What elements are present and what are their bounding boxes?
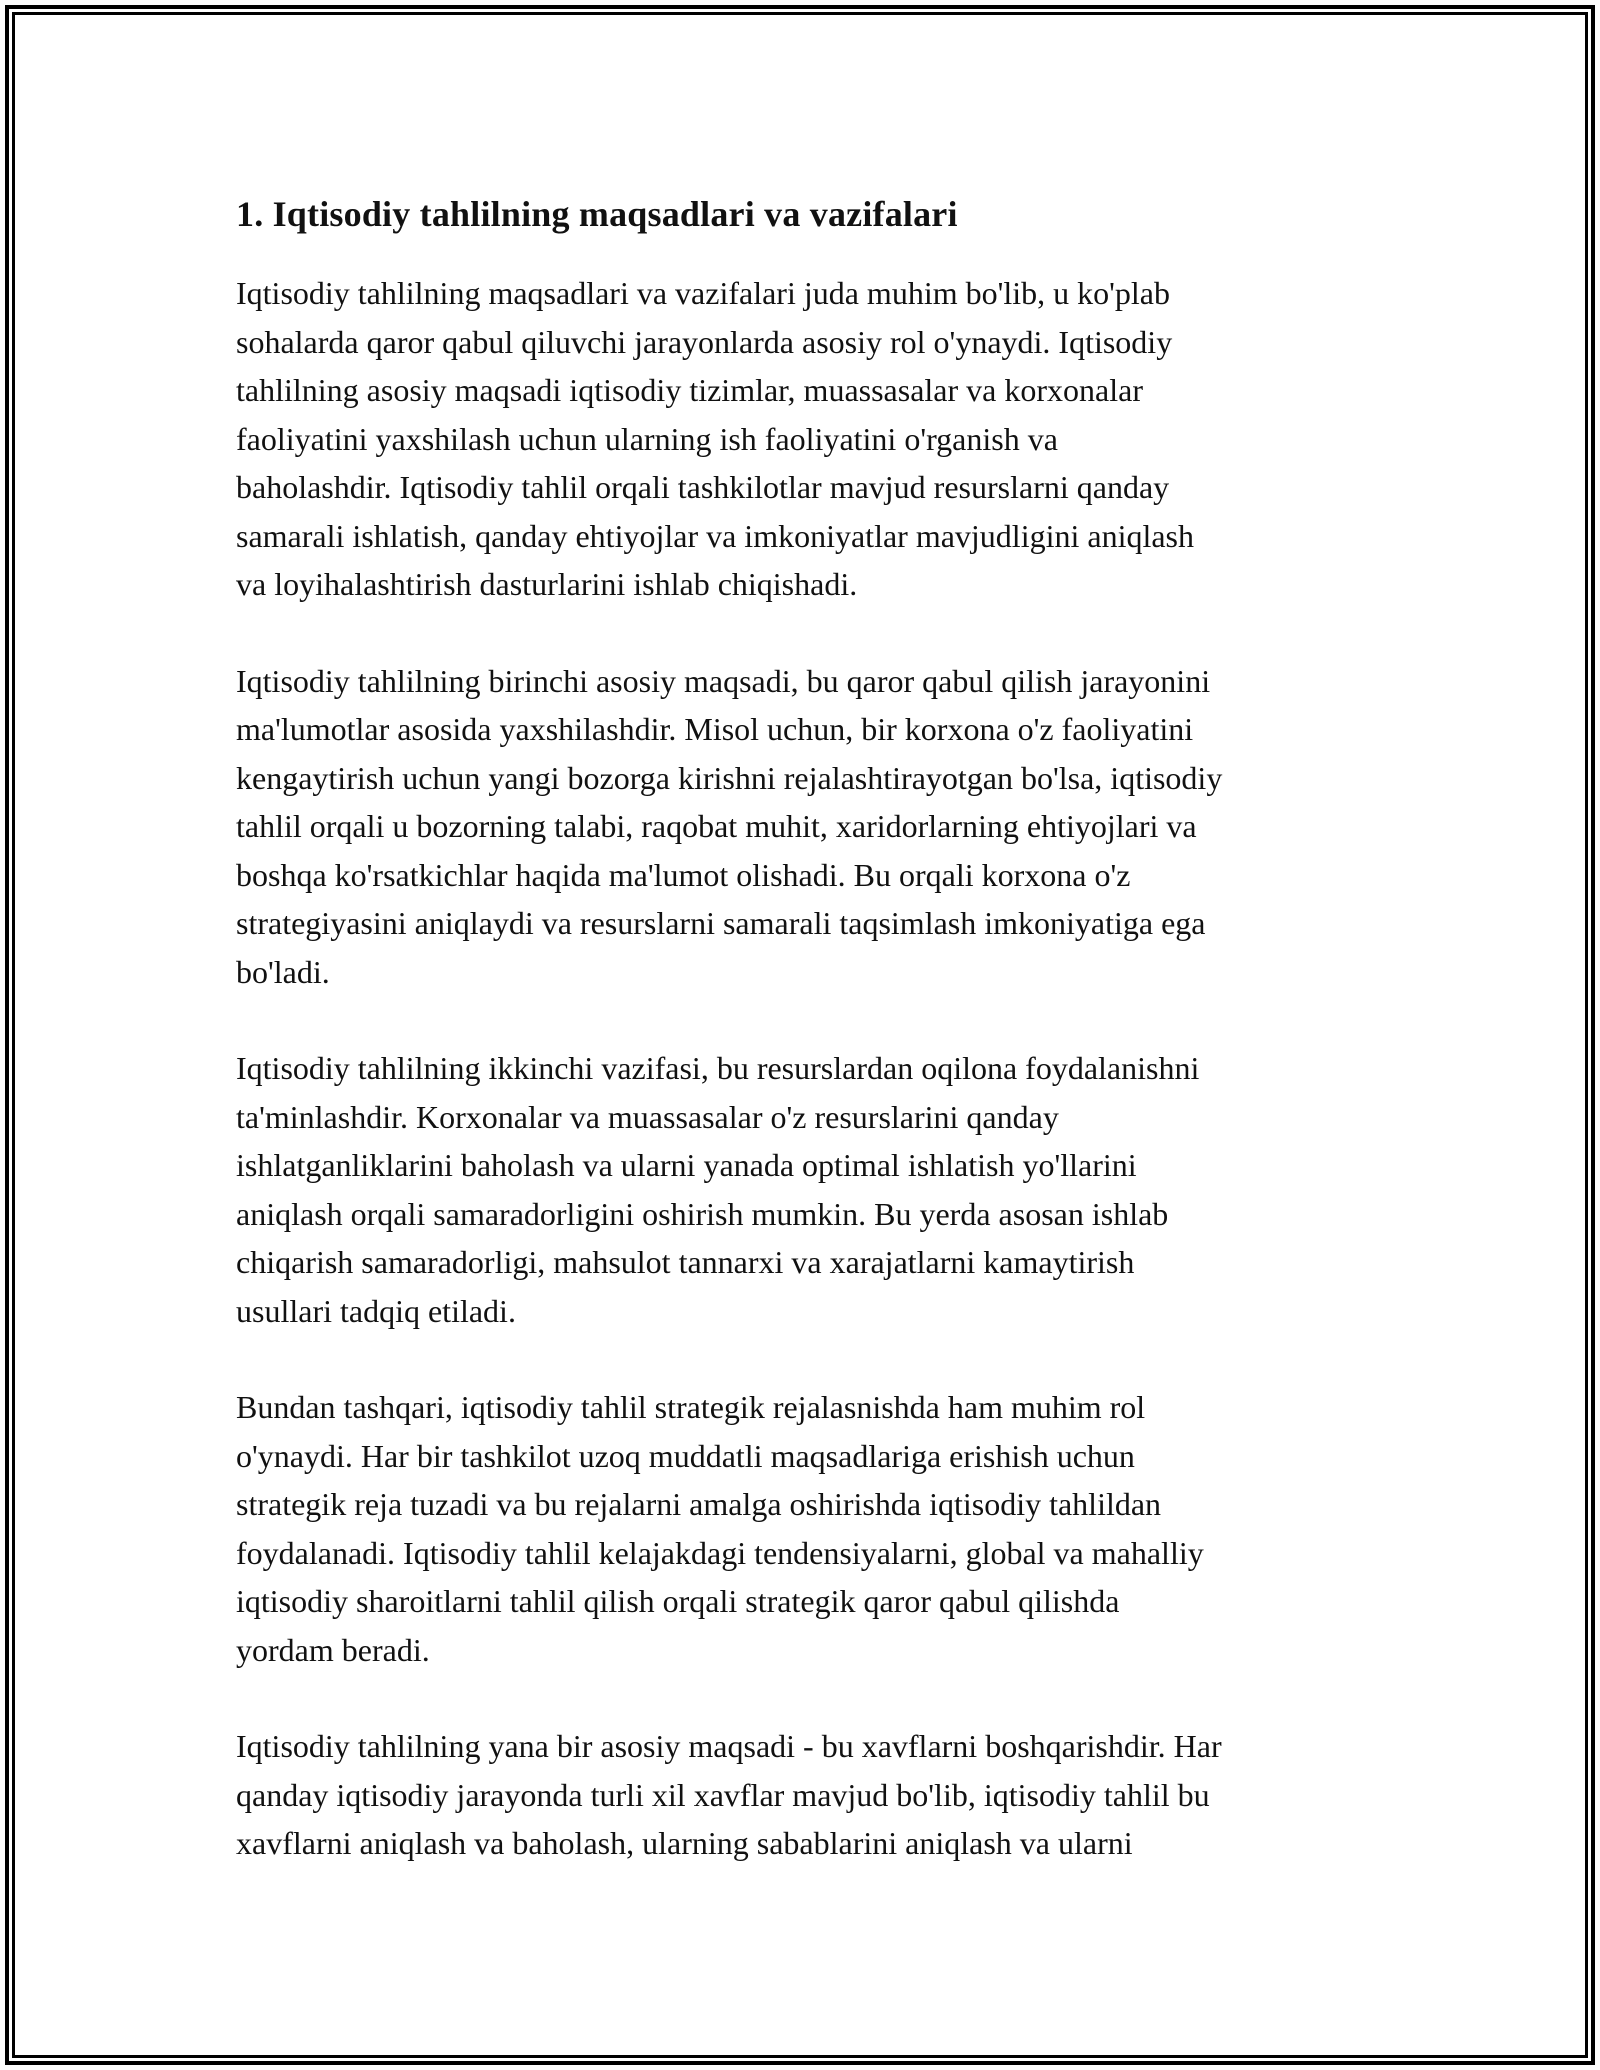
text-line: strategiyasini aniqlaydi va resurslarni samarali taqsimlash imkoniyatiga ega: [236, 905, 1206, 941]
text-line: sohalarda qaror qabul qiluvchi jarayonlarda asosiy rol o'ynaydi. Iqtisodiy: [236, 323, 1173, 360]
text-line: Iqtisodiy tahlilning maqsadlari va vazifalari juda muhim bo'lib, u ko'plab: [236, 275, 1170, 311]
text-line: va loyihalashtirish dasturlarini ishlab chiqishadi.: [236, 566, 858, 602]
text-line: qanday iqtisodiy jarayonda turli xil xavflar mavjud bo'lib, iqtisodiy tahlil bu: [236, 1776, 1210, 1813]
section-heading: 1. Iqtisodiy tahlilning maqsadlari va vazifalari: [236, 194, 958, 234]
text-line: usullari tadqiq etiladi.: [236, 1292, 516, 1329]
body-paragraph: [236, 269, 1376, 609]
text-line: chiqarish samaradorligi, mahsulot tannarxi va xarajatlarni kamaytirish: [236, 1244, 1135, 1280]
text-line: strategik reja tuzadi va bu rejalarni amalga oshirishda iqtisodiy tahlildan: [236, 1486, 1162, 1522]
text-line: tahlil orqali u bozorning talabi, raqobat muhit, xaridorlarning ehtiyojlari va: [236, 808, 1197, 844]
text-line: bo'ladi.: [236, 953, 330, 990]
text-line: foydalanadi. Iqtisodiy tahlil kelajakdagi tendensiyalarni, global va mahalliy: [236, 1534, 1204, 1571]
text-line: Iqtisodiy tahlilning yana bir asosiy maqsadi - bu xavflarni boshqarishdir. Har: [236, 1728, 1222, 1764]
text-line: Iqtisodiy tahlilning birinchi asosiy maqsadi, bu qaror qabul qilish jarayonini: [236, 662, 1211, 699]
text-line: tahlilning asosiy maqsadi iqtisodiy tizimlar, muassasalar va korxonalar: [236, 372, 1143, 408]
text-line: kengaytirish uchun yangi bozorga kirishni rejalashtirayotgan bo'lsa, iqtisodiy: [236, 759, 1223, 796]
text-line: yordam beradi.: [236, 1631, 430, 1668]
body-paragraph: [236, 1383, 1376, 1674]
text-line: ma'lumotlar asosida yaxshilashdir. Misol uchun, bir korxona o'z faoliyatini: [236, 711, 1194, 747]
text-line: ta'minlashdir. Korxonalar va muassasalar o'z resurslarini qanday: [236, 1098, 1059, 1135]
text-line: Bundan tashqari, iqtisodiy tahlil strategik rejalasnishda ham muhim rol: [236, 1389, 1146, 1425]
text-line: baholashdir. Iqtisodiy tahlil orqali tashkilotlar mavjud resurslarni qanday: [236, 469, 1170, 505]
text-line: aniqlash orqali samaradorligini oshirish mumkin. Bu yerda asosan ishlab: [236, 1195, 1169, 1232]
body-paragraph: [236, 1722, 1376, 1868]
paragraph-list: [236, 269, 1376, 1868]
text-line: samarali ishlatish, qanday ehtiyojlar va imkoniyatlar mavjudligini aniqlash: [236, 517, 1194, 554]
text-line: Iqtisodiy tahlilning ikkinchi vazifasi, bu resurslardan oqilona foydalanishni: [236, 1050, 1200, 1086]
body-paragraph: [236, 657, 1376, 997]
text-line: faoliyatini yaxshilash uchun ularning ish faoliyatini o'rganish va: [236, 420, 1058, 457]
text-line: boshqa ko'rsatkichlar haqida ma'lumot olishadi. Bu orqali korxona o'z: [236, 856, 1131, 893]
body-paragraph: [236, 1044, 1376, 1335]
document-body: [236, 185, 1376, 1916]
text-line: iqtisodiy sharoitlarni tahlil qilish orqali strategik qaror qabul qilishda: [236, 1583, 1120, 1619]
text-line: o'ynaydi. Har bir tashkilot uzoq muddatli maqsadlariga erishish uchun: [236, 1437, 1135, 1474]
text-line: ishlatganliklarini baholash va ularni yanada optimal ishlatish yo'llarini: [236, 1147, 1137, 1183]
text-line: xavflarni aniqlash va baholash, ularning sabablarini aniqlash va ularni: [236, 1825, 1133, 1861]
